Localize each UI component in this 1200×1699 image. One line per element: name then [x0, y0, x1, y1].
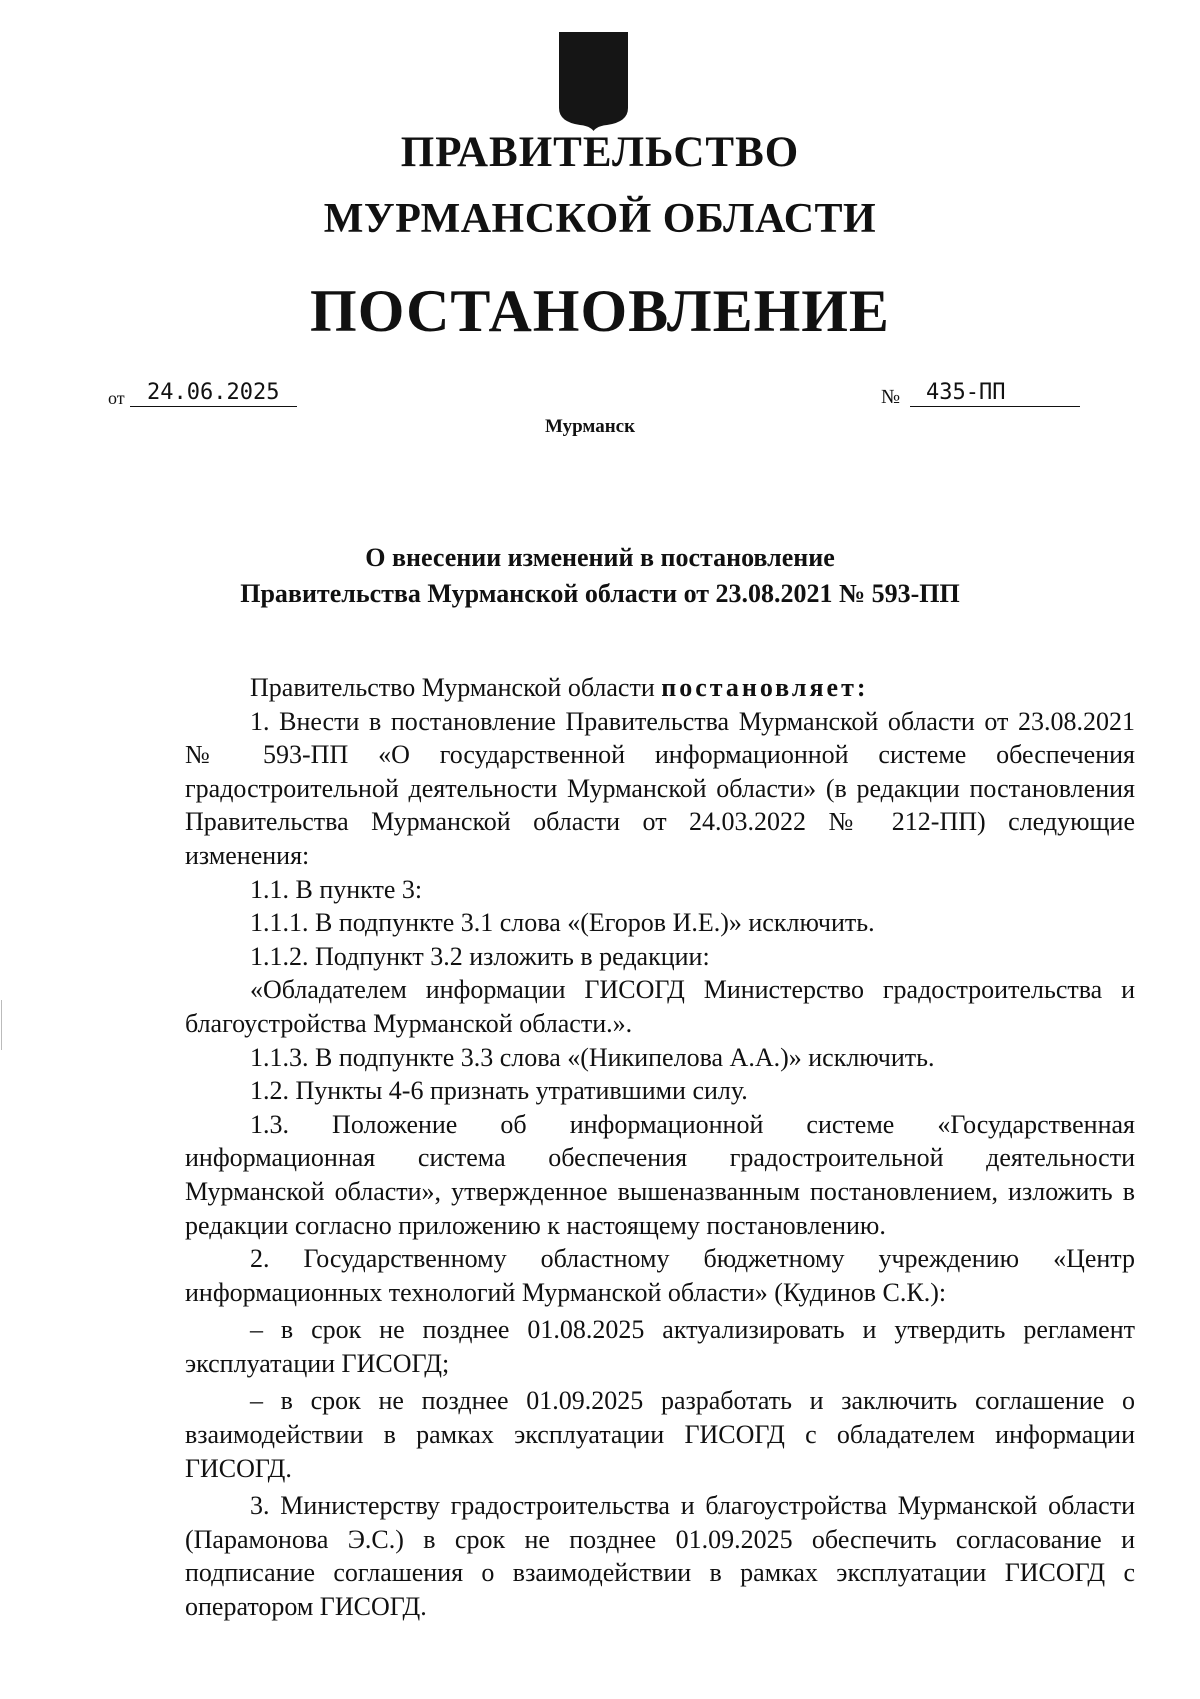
document-date: 24.06.2025	[130, 380, 297, 407]
city-label: Мурманск	[544, 416, 636, 437]
date-label: от	[108, 388, 125, 408]
paragraph-2-dash-2: – в срок не позднее 01.09.2025 разработать и заключить соглашение о взаимодействии в рамках эксплуатации ГИСОГД с обладателем информации ГИСОГД.	[185, 1386, 1135, 1483]
paragraph-1-1-1: 1.1.1. В подпункте 3.1 слова «(Егоров И.Е.)» исключить.	[250, 908, 875, 938]
paragraph-2: 2. Государственному областному бюджетному учреждению «Центр информационных технологий Мурманской области» (Кудинов С.К.):	[185, 1244, 1135, 1307]
paragraph-2-dash-1: – в срок не позднее 01.08.2025 актуализировать и утвердить регламент эксплуатации ГИСОГД;	[185, 1315, 1135, 1378]
preamble-text: Правительство Мурманской области	[250, 673, 662, 702]
government-heading: ПРАВИТЕЛЬСТВО	[400, 129, 800, 176]
document-type-heading: ПОСТАНОВЛЕНИЕ	[310, 278, 890, 344]
preamble	[185, 671, 1135, 705]
paragraph-1-2: 1.2. Пункты 4-6 признать утратившими силу.	[250, 1076, 748, 1106]
preamble-emphasis: постановляет:	[661, 673, 869, 702]
title-line-1: О внесении изменений в постановление	[365, 543, 835, 572]
paragraph-1: 1. Внести в постановление Правительства Мурманской области от 23.08.2021 № 593-ПП «О государственной информационной системе обеспечения градостроительной деятельности Мурманской области» (в редакции постановления Правительства Мурманской области от 24.03.2022 № 212-ПП) следующие изменения:	[185, 706, 1135, 870]
paragraph-1-3: 1.3. Положение об информационной системе «Государственная информационная система обеспечения градостроительной деятельности Мурманской области», утвержденное вышеназванным постановлением, изложить в редакции согласно приложению к настоящему постановлению.	[185, 1109, 1135, 1240]
region-heading: МУРМАНСКОЙ ОБЛАСТИ	[323, 196, 877, 242]
document-body	[185, 671, 1135, 1624]
document-title	[0, 540, 1200, 612]
title-line-2: Правительства Мурманской области от 23.08.2021 № 593-ПП	[240, 579, 960, 608]
number-label: №	[881, 386, 901, 408]
paragraph-1-1-3: 1.1.3. В подпункте 3.3 слова «(Никипелова А.А.)» исключить.	[250, 1042, 935, 1072]
document-number: 435-ПП	[910, 380, 1080, 407]
coat-of-arms-icon	[555, 30, 632, 132]
paragraph-1-1: 1.1. В пункте 3:	[250, 874, 423, 904]
paragraph-3: 3. Министерству градостроительства и благоустройства Мурманской области (Парамонова Э.С.) в срок не позднее 01.09.2025 обеспечить согласование и подписание соглашения о взаимодействии в рамках эксплуатации ГИСОГД с оператором ГИСОГД.	[185, 1491, 1135, 1622]
paragraph-quote: «Обладателем информации ГИСОГД Министерство градостроительства и благоустройства Мурманской области.».	[185, 975, 1135, 1038]
scan-artifact	[1, 1000, 2, 1050]
paragraph-1-1-2: 1.1.2. Подпункт 3.2 изложить в редакции:	[250, 941, 710, 971]
